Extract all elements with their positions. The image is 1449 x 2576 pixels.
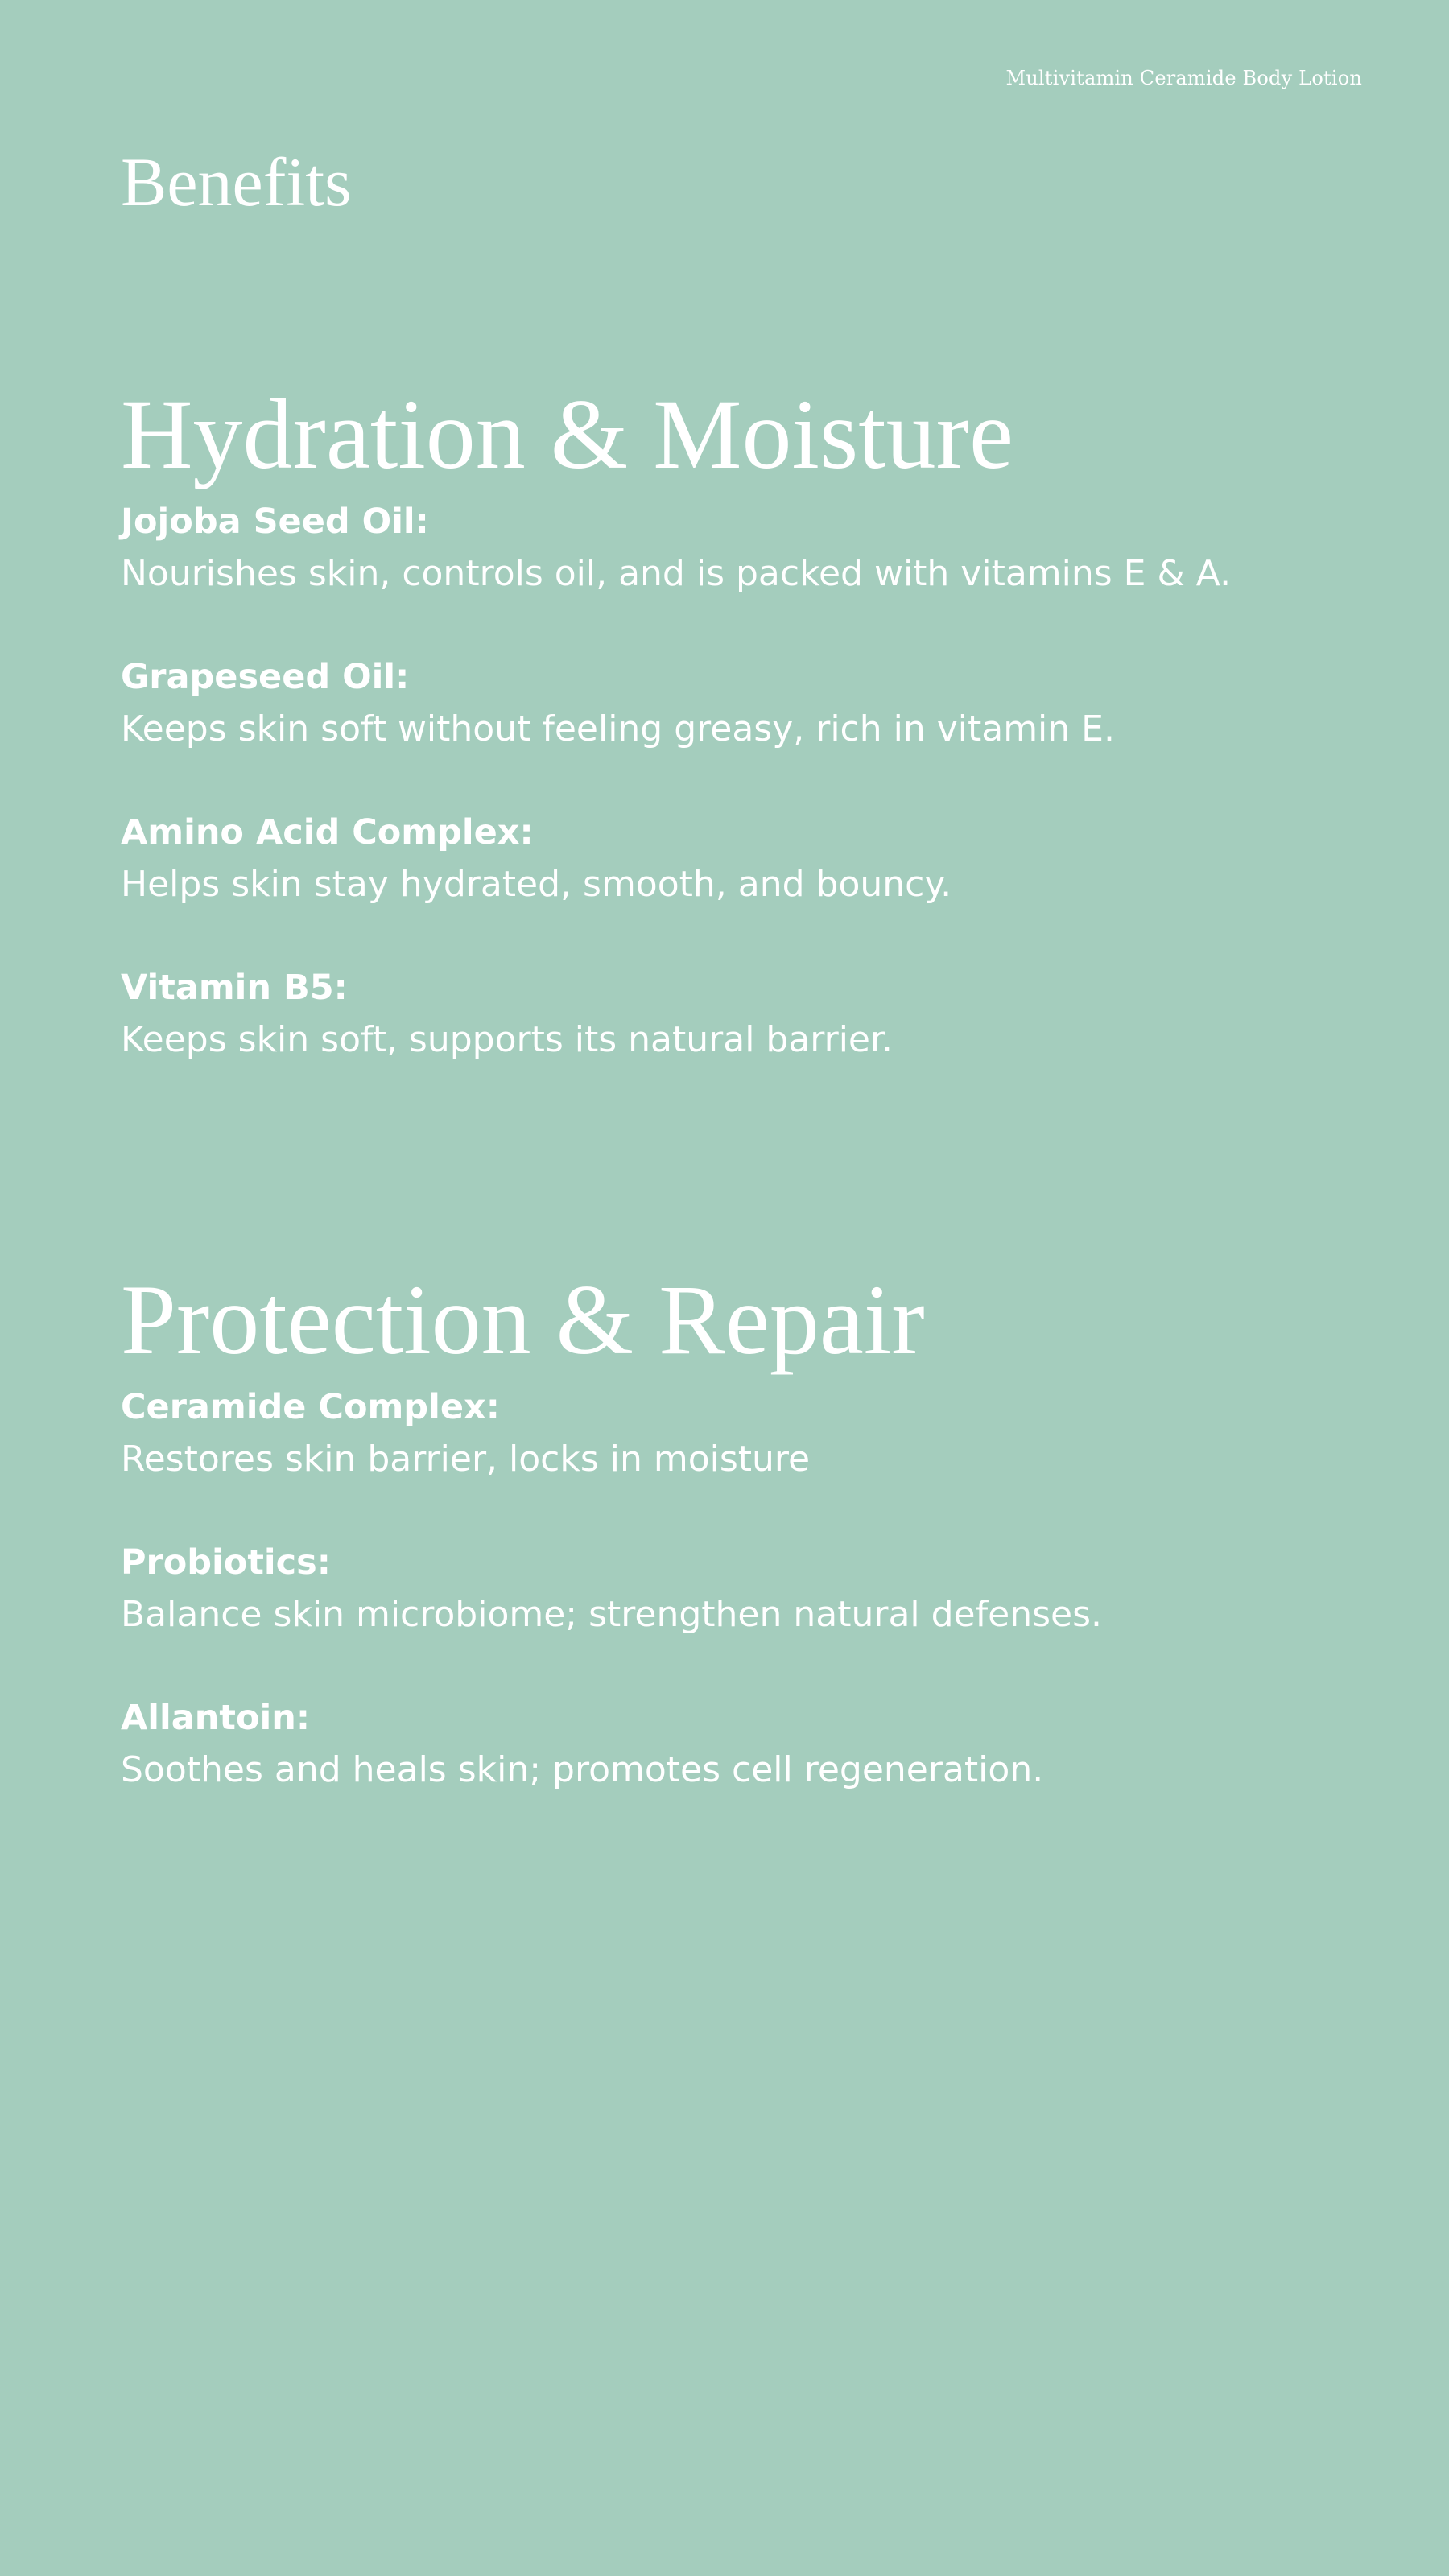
ingredient-name: Probiotics: (121, 1542, 331, 1583)
section-heading: Hydration & Moisture (121, 379, 1013, 489)
ingredient-description: Soothes and heals skin; promotes cell regeneration. (121, 1749, 1044, 1790)
section-heading: Protection & Repair (121, 1265, 925, 1375)
ingredient-name: Jojoba Seed Oil: (121, 502, 429, 542)
ingredient-name: Grapeseed Oil: (121, 657, 410, 697)
ingredient-name: Amino Acid Complex: (121, 812, 534, 852)
ingredient-item (121, 1692, 1377, 1797)
ingredient-name: Vitamin B5: (121, 968, 348, 1008)
page-title: Benefits (121, 143, 352, 221)
section-hydration-moisture (121, 378, 1377, 1117)
ingredient-item (121, 1381, 1377, 1486)
ingredient-item (121, 651, 1377, 756)
ingredient-description: Helps skin stay hydrated, smooth, and bouncy. (121, 864, 952, 905)
ingredient-name: Ceramide Complex: (121, 1387, 500, 1427)
ingredient-item (121, 496, 1377, 601)
section-protection-repair (121, 1264, 1377, 1847)
ingredient-item (121, 962, 1377, 1067)
ingredient-item (121, 1537, 1377, 1641)
ingredient-item (121, 807, 1377, 911)
ingredient-description: Restores skin barrier, locks in moisture (121, 1439, 811, 1480)
ingredient-description: Keeps skin soft, supports its natural barrier. (121, 1019, 894, 1060)
ingredient-description: Balance skin microbiome; strengthen natural defenses. (121, 1594, 1102, 1635)
ingredient-description: Nourishes skin, controls oil, and is packed with vitamins E & A. (121, 553, 1232, 594)
ingredient-description: Keeps skin soft without feeling greasy, rich in vitamin E. (121, 708, 1115, 749)
product-name: Multivitamin Ceramide Body Lotion (1005, 67, 1362, 89)
ingredient-name: Allantoin: (121, 1698, 311, 1738)
